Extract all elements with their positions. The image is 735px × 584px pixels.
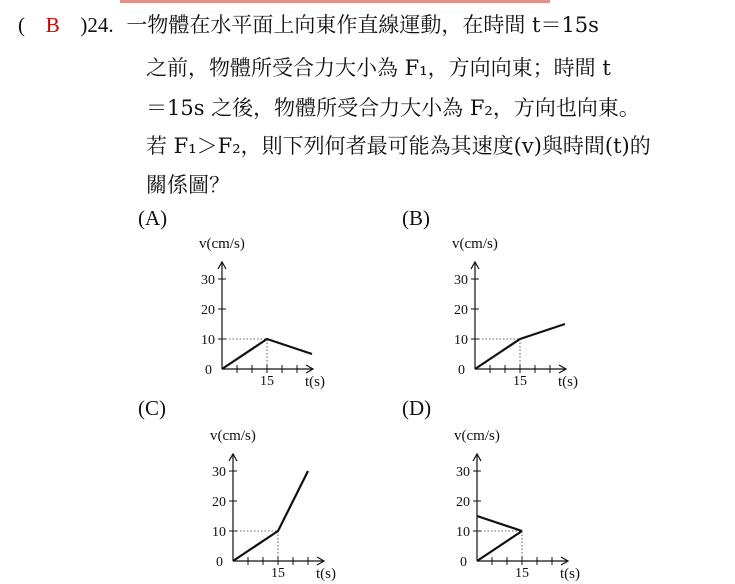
question-number: )24. (80, 13, 114, 37)
question-text-line-5: 關係圖？ (146, 173, 230, 197)
velocity-line-1 (233, 471, 308, 561)
graph-c (196, 424, 366, 584)
option-b-label: (B) (402, 206, 430, 230)
question-text-line-1: 一物體在水平面上向東作直線運動，在時間 t＝15s (126, 13, 599, 37)
x-axis-label: t(s) (305, 374, 325, 390)
x-axis-label: t(s) (558, 374, 578, 390)
y-tick-label: 30 (456, 465, 470, 480)
top-highlight-strip (120, 0, 550, 3)
y-tick-label: 30 (454, 273, 468, 288)
y-axis-label: v(cm/s) (454, 428, 500, 444)
question-first-line (18, 10, 599, 40)
graph-a (185, 232, 355, 392)
question-text-line-2: 之前，物體所受合力大小為 F₁，方向向東；時間 t (146, 56, 611, 80)
question-text-line-3: ＝15s 之後，物體所受合力大小為 F₂，方向也向東。 (146, 96, 640, 120)
y-tick-label: 0 (458, 363, 465, 378)
y-tick-label: 10 (456, 525, 470, 540)
x-tick-label-15: 15 (271, 566, 285, 581)
y-tick-label: 30 (201, 273, 215, 288)
graph-d (440, 424, 610, 584)
plot-c (210, 428, 336, 582)
y-tick-label: 20 (456, 495, 470, 510)
y-tick-label: 30 (212, 465, 226, 480)
x-axis-label: t(s) (316, 566, 336, 582)
x-tick-label-15: 15 (513, 374, 527, 389)
x-axis-label: t(s) (560, 566, 580, 582)
y-tick-label: 10 (212, 525, 226, 540)
plot-b (452, 236, 578, 390)
option-a-label: (A) (138, 206, 168, 230)
option-d-label: (D) (402, 396, 432, 420)
option-c-label: (C) (138, 396, 166, 420)
velocity-line-2 (477, 516, 522, 531)
y-tick-label: 20 (201, 303, 215, 318)
y-tick-label: 10 (201, 333, 215, 348)
plot-a (199, 236, 325, 390)
y-tick-label: 10 (454, 333, 468, 348)
question-text-line-4: 若 F₁＞F₂，則下列何者最可能為其速度(v)與時間(t)的 (146, 134, 651, 158)
graph-b (438, 232, 608, 392)
y-tick-label: 0 (460, 555, 467, 570)
x-tick-label-15: 15 (260, 374, 274, 389)
y-tick-label: 0 (205, 363, 212, 378)
y-axis-label: v(cm/s) (210, 428, 256, 444)
y-axis-label: v(cm/s) (199, 236, 245, 252)
velocity-line-1 (477, 531, 522, 561)
y-tick-label: 0 (216, 555, 223, 570)
plot-d (454, 428, 580, 582)
y-tick-label: 20 (212, 495, 226, 510)
answer-letter: B (45, 13, 60, 37)
x-tick-label-15: 15 (515, 566, 529, 581)
y-tick-label: 20 (454, 303, 468, 318)
y-axis-label: v(cm/s) (452, 236, 498, 252)
open-paren: ( (18, 13, 25, 37)
